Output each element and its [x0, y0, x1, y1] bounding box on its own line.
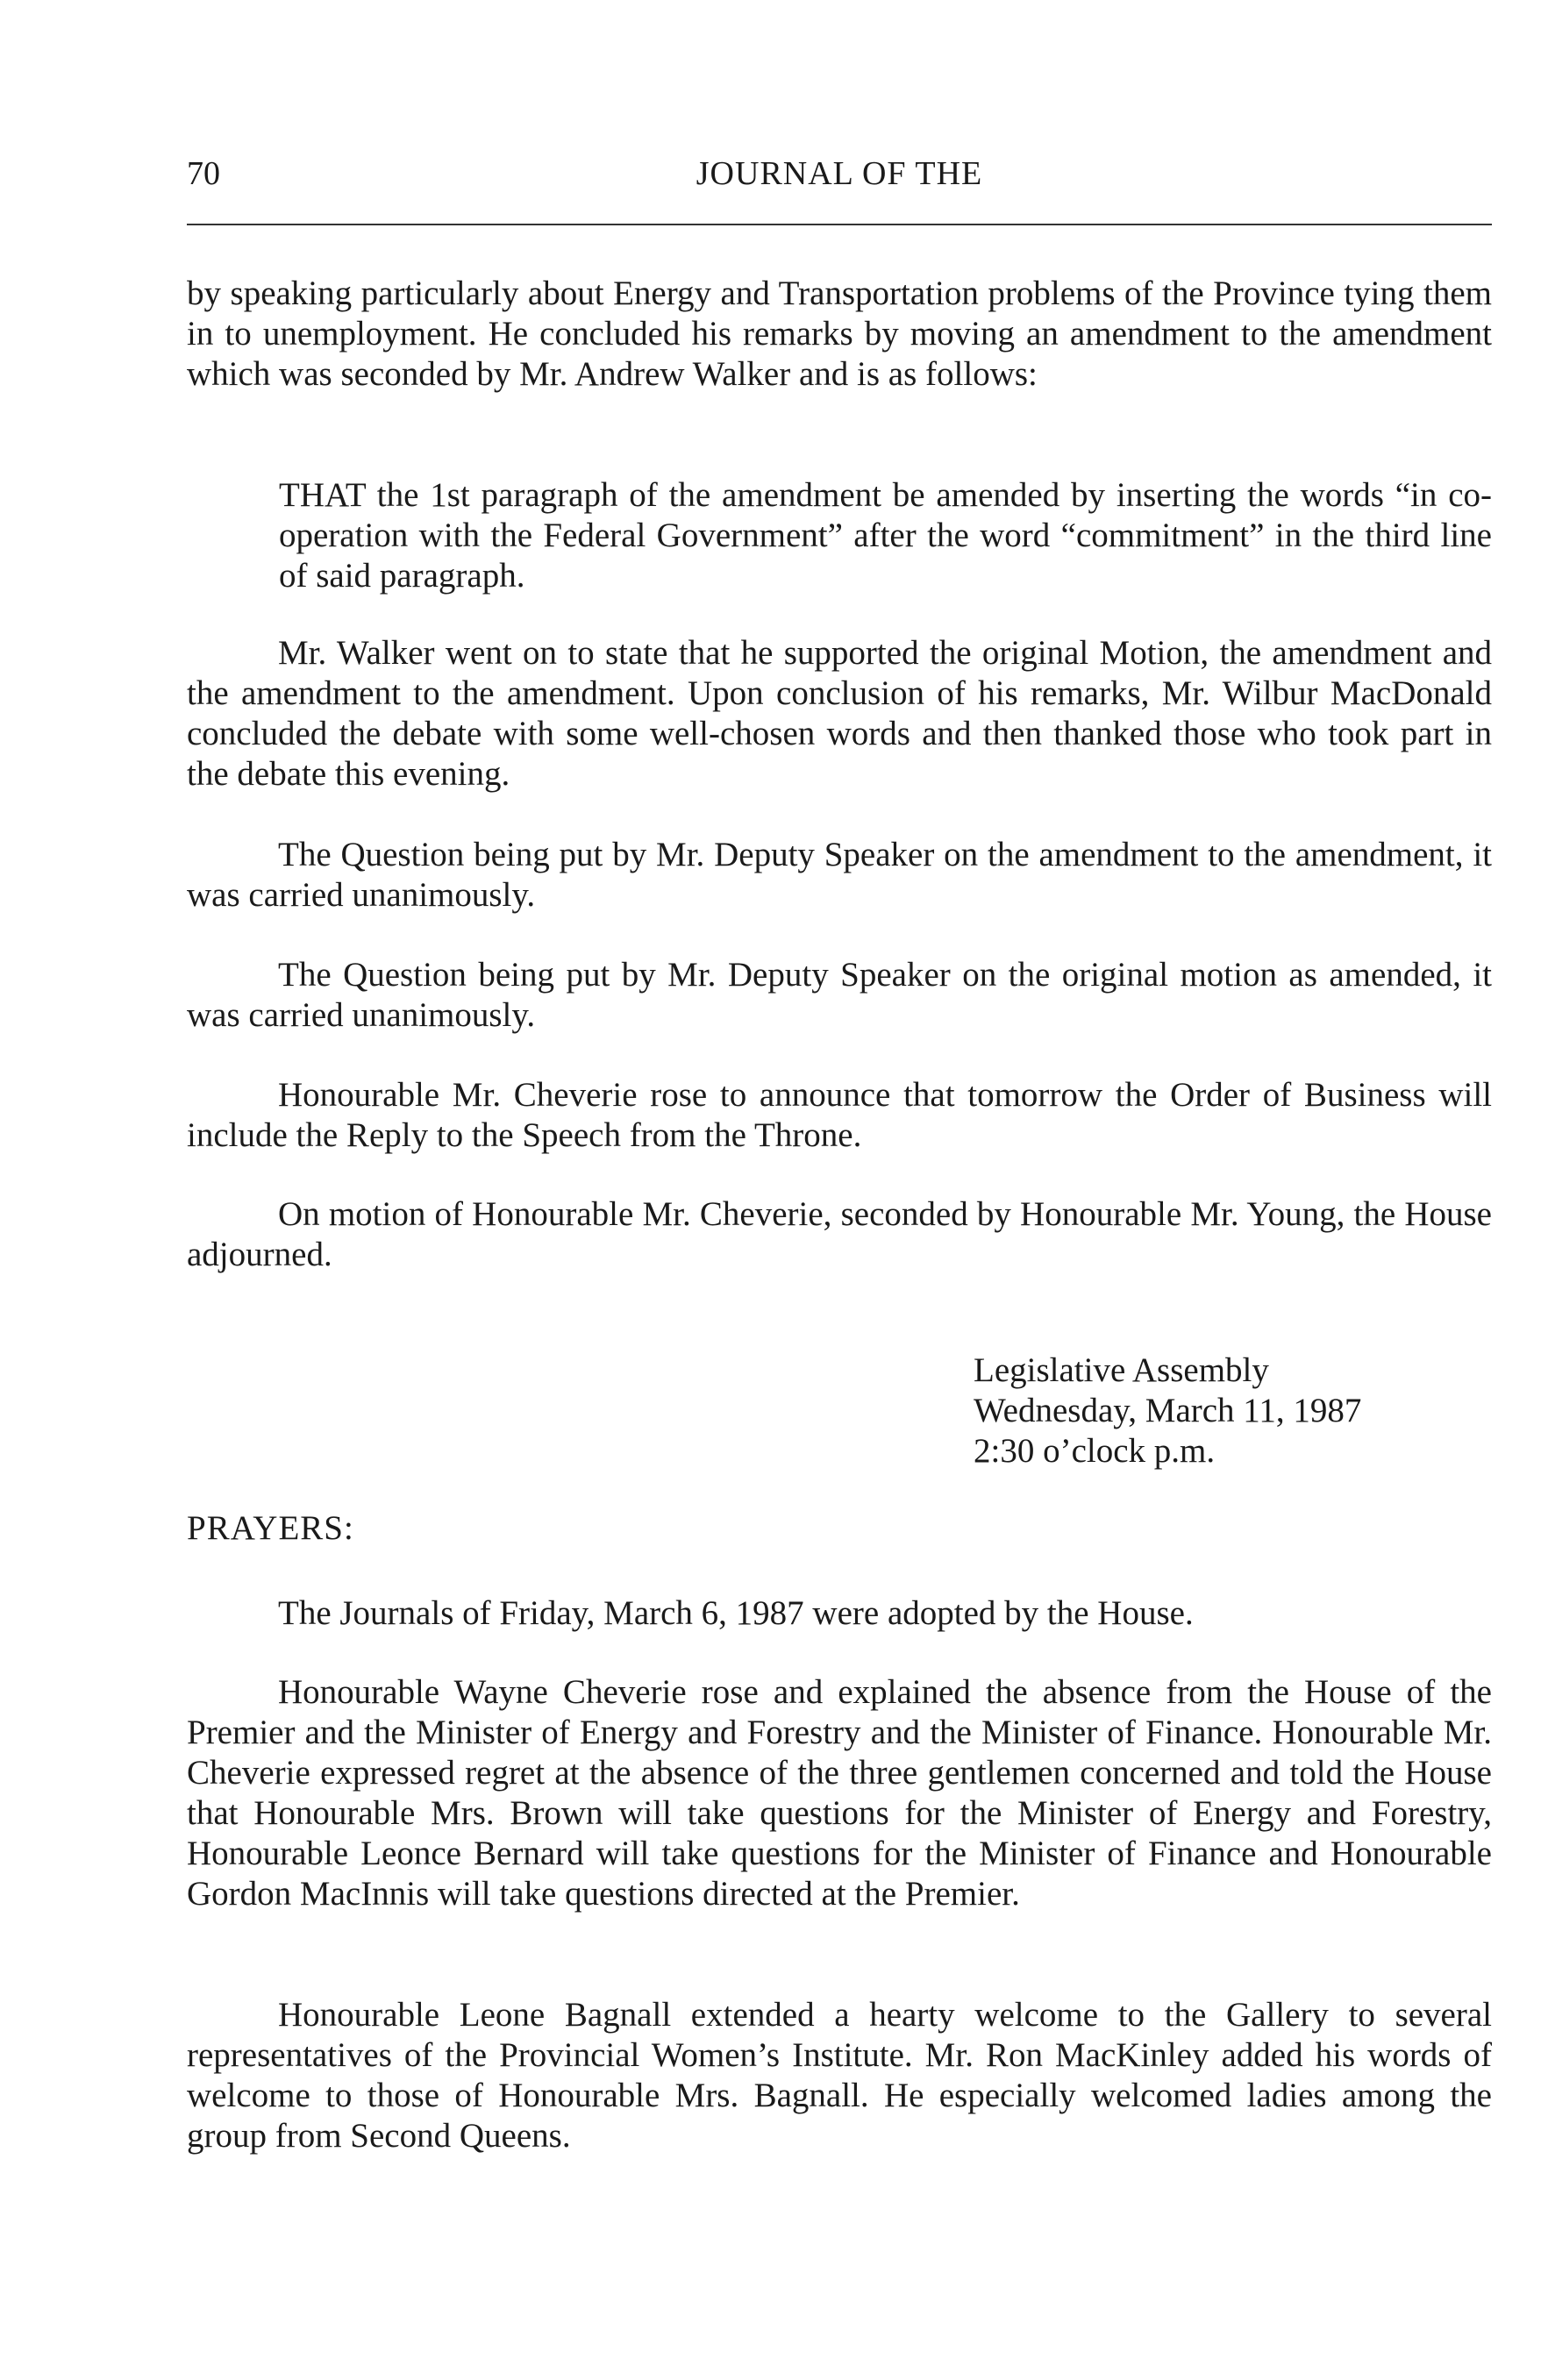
paragraph-question-amendment: The Question being put by Mr. Deputy Speaker on the amendment to the amendment, it was carried unanimously.: [187, 836, 1492, 914]
dateline-assembly: Legislative Assembly: [974, 1351, 1269, 1389]
page-header: [187, 151, 1492, 203]
paragraph-order-of-business: Honourable Mr. Cheverie rose to announce that tomorrow the Order of Business will include the Reply to the Speech from the Throne.: [187, 1076, 1492, 1154]
paragraph-welcome: Honourable Leone Bagnall extended a hearty welcome to the Gallery to several representatives of the Provincial Women’s Institute. Mr. Ron MacKinley added his words of welcome to those of Honourable Mrs. Bagnall. He especially welcomed ladies among the group from Second Queens.: [187, 1996, 1492, 2155]
sitting-dateline: [974, 1350, 1465, 1471]
paragraph-energy-transportation: by speaking particularly about Energy and Transportation problems of the Province tying them in to unemployment. He concluded his remarks by moving an amendment to the amendment which was seconded by Mr. Andrew Walker and is as follows:: [187, 274, 1492, 393]
running-head: JOURNAL OF THE: [696, 155, 983, 192]
paragraph-adjourned: On motion of Honourable Mr. Cheverie, seconded by Honourable Mr. Young, the House adjourned.: [187, 1195, 1492, 1273]
dateline-time: 2:30 o’clock p.m.: [974, 1432, 1216, 1470]
paragraph-absence: Honourable Wayne Cheverie rose and explained the absence from the House of the Premier and the Minister of Energy and Forestry and the Minister of Finance. Honourable Mr. Cheverie expressed regret at the absence of the three gentlemen concerned and told the House that Honourable Mrs. Brown will take questions for the Minister of Energy and Forestry, Honourable Leonce Bernard will take questions for the Minister of Finance and Honourable Gordon MacInnis will take questions directed at the Premier.: [187, 1673, 1492, 1913]
page-number: 70: [187, 155, 220, 192]
paragraph-walker: Mr. Walker went on to state that he supported the original Motion, the amendment and the amendment to the amendment. Upon conclusion of his remarks, Mr. Wilbur MacDonald concluded the debate with some well-chosen words and then thanked those who took part in the debate this evening.: [187, 634, 1492, 793]
paragraph-question-original: The Question being put by Mr. Deputy Speaker on the original motion as amended, it was carried unanimously.: [187, 956, 1492, 1034]
dateline-date: Wednesday, March 11, 1987: [974, 1392, 1362, 1429]
amendment-quote: THAT the 1st paragraph of the amendment be amended by inserting the words “in co-operation with the Federal Government” after the word “commitment” in the third line of said paragraph.: [279, 476, 1492, 595]
header-rule: [187, 224, 1492, 225]
paragraph-journals-adopted: The Journals of Friday, March 6, 1987 were adopted by the House.: [278, 1594, 1194, 1632]
prayers-heading: PRAYERS:: [187, 1509, 354, 1547]
